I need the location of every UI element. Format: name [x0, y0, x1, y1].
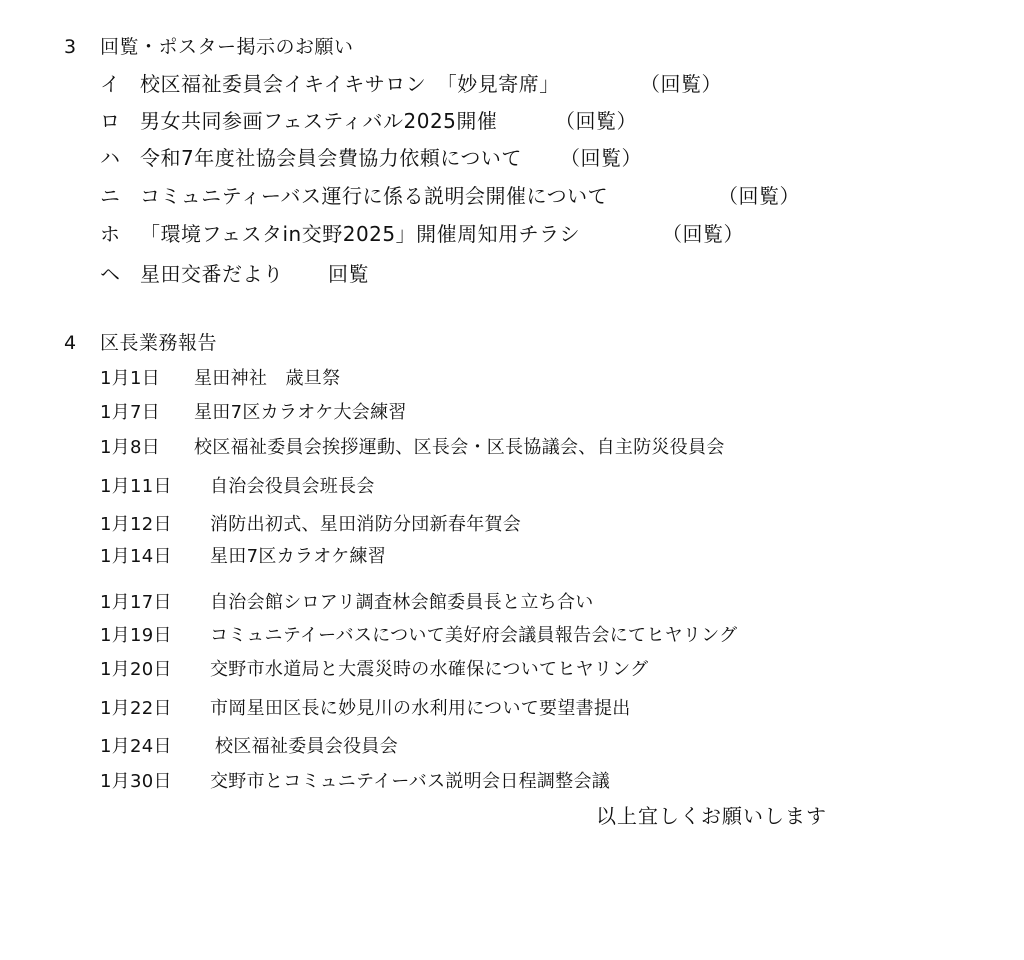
item-note: （回覧）	[555, 109, 637, 133]
report-row	[100, 655, 648, 681]
report-date: 1月22日	[100, 698, 172, 719]
report-row	[100, 433, 725, 459]
circular-item	[100, 68, 722, 97]
report-event: 自治会館シロアリ調査林会館委員長と立ち合い	[210, 592, 594, 613]
item-note: （回覧）	[662, 222, 744, 246]
report-date: 1月11日	[100, 476, 172, 497]
report-row	[100, 621, 737, 647]
circular-item	[100, 218, 744, 247]
item-mark: ハ	[100, 146, 121, 170]
report-event: 交野市水道局と大震災時の水確保についてヒヤリング	[210, 659, 649, 680]
report-date: 1月14日	[100, 546, 172, 567]
report-row	[100, 398, 407, 424]
section-title: 回覧・ポスター掲示のお願い	[100, 36, 354, 58]
report-row	[100, 732, 398, 758]
item-note: （回覧）	[560, 146, 642, 170]
report-event: 星田神社 歳旦祭	[194, 368, 341, 389]
report-event: 校区福祉委員会挨拶運動、区長会・区長協議会、自主防災役員会	[194, 437, 725, 458]
report-event: 自治会役員会班長会	[210, 476, 375, 497]
report-date: 1月8日	[100, 437, 161, 458]
report-event: コミュニテイーバスについて美好府会議員報告会にてヒヤリング	[210, 625, 738, 646]
item-mark: ロ	[100, 109, 121, 133]
report-date: 1月7日	[100, 402, 161, 423]
closing-remark: 以上宜しくお願いします	[596, 804, 827, 828]
item-mark: ホ	[100, 222, 121, 246]
report-date: 1月1日	[100, 368, 161, 389]
report-row	[100, 767, 610, 793]
report-row	[100, 472, 375, 498]
item-title: 星田交番だより	[140, 262, 284, 286]
report-row	[100, 542, 386, 568]
report-row	[100, 510, 521, 536]
report-event: 校区福祉委員会役員会	[215, 736, 398, 757]
report-event: 星田7区カラオケ大会練習	[194, 402, 407, 423]
report-row	[100, 694, 631, 720]
item-note: （回覧）	[640, 72, 722, 96]
item-mark: ニ	[100, 184, 121, 208]
item-note: 回覧	[328, 262, 369, 286]
item-note: （回覧）	[718, 184, 800, 208]
circular-item	[100, 142, 642, 171]
section-4-heading	[64, 328, 217, 355]
section-number: 4	[64, 332, 77, 354]
report-row	[100, 588, 594, 614]
item-title: コミュニティーバス運行に係る説明会開催について	[140, 184, 609, 208]
section-3-heading	[64, 32, 354, 59]
item-title: 令和7年度社協会員会費協力依頼について	[140, 146, 522, 170]
report-date: 1月12日	[100, 514, 172, 535]
report-row	[100, 364, 340, 390]
item-title: 男女共同参画フェスティバル2025開催	[140, 109, 498, 133]
report-date: 1月24日	[100, 736, 172, 757]
circular-item	[100, 105, 637, 134]
circular-item	[100, 180, 800, 209]
section-number: 3	[64, 36, 77, 58]
report-date: 1月30日	[100, 771, 172, 792]
report-event: 交野市とコミュニテイーバス説明会日程調整会議	[210, 771, 611, 792]
report-date: 1月17日	[100, 592, 172, 613]
item-mark: ヘ	[100, 262, 121, 286]
item-title: 「環境フェスタin交野2025」開催周知用チラシ	[140, 222, 581, 246]
item-mark: イ	[100, 72, 121, 96]
circular-item	[100, 258, 369, 287]
section-title: 区長業務報告	[100, 332, 218, 354]
item-title: 校区福祉委員会イキイキサロン 「妙見寄席」	[140, 72, 560, 96]
report-event: 市岡星田区長に妙見川の水利用について要望書提出	[210, 698, 631, 719]
report-date: 1月20日	[100, 659, 172, 680]
report-event: 消防出初式、星田消防分団新春年賀会	[210, 514, 522, 535]
report-date: 1月19日	[100, 625, 172, 646]
report-event: 星田7区カラオケ練習	[210, 546, 387, 567]
